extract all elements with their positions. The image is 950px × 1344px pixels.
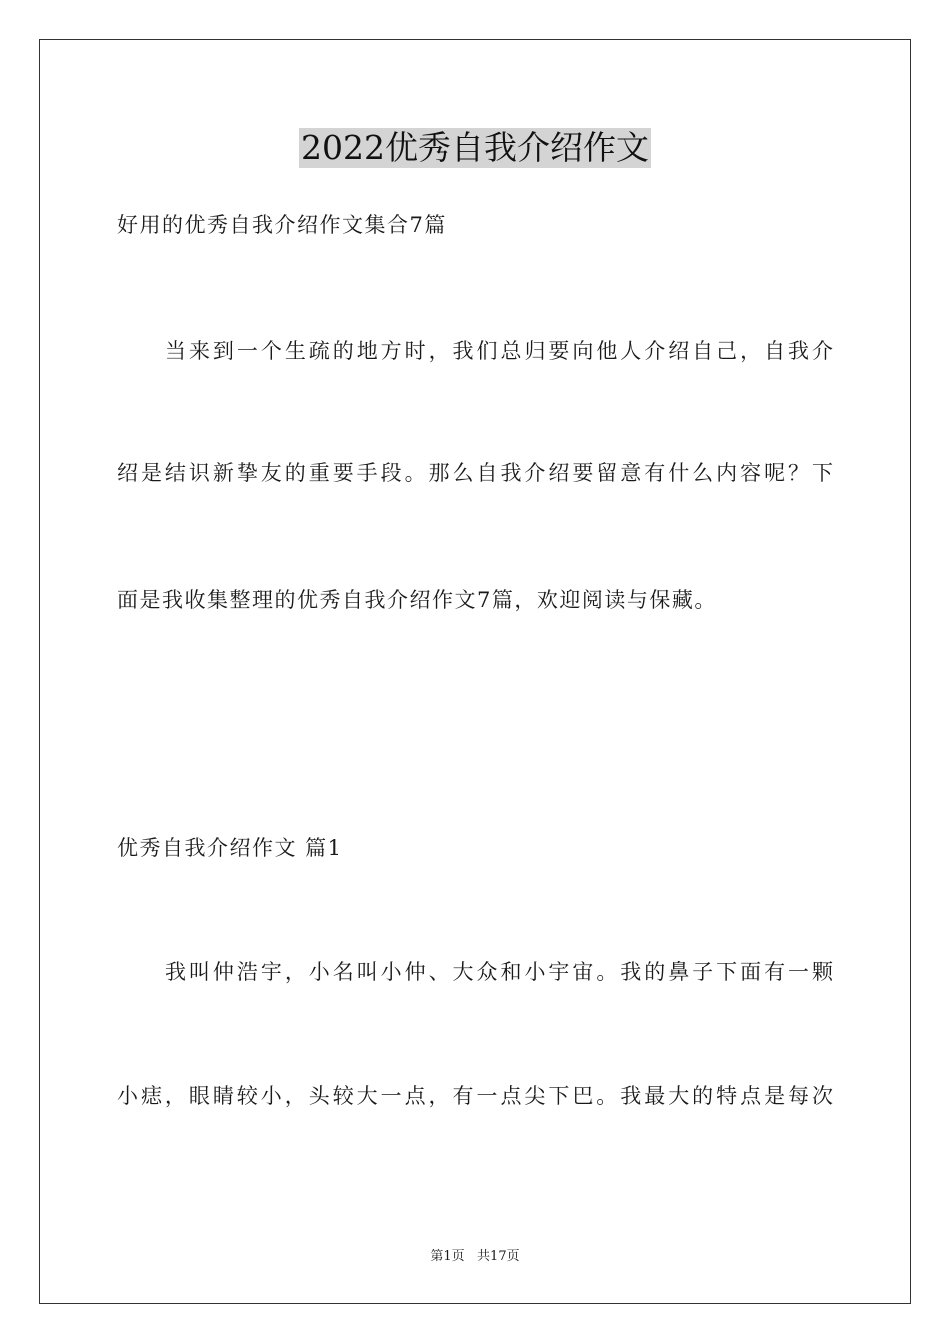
document-title: 2022优秀自我介绍作文: [301, 128, 649, 167]
title-container: [0, 128, 950, 168]
section-line-1: 我叫仲浩宇，小名叫小仲、大众和小宇宙。我的鼻子下面有一颗: [165, 960, 833, 984]
page-footer: 第1页 共17页: [430, 1249, 520, 1264]
section-line-2: 小痣，眼睛较小，头较大一点，有一点尖下巴。我最大的特点是每次: [117, 1084, 833, 1108]
section-heading: 优秀自我介绍作文 篇1: [117, 836, 343, 860]
intro-line-1: 当来到一个生疏的地方时，我们总归要向他人介绍自己，自我介: [165, 339, 833, 363]
intro-line-2: 绍是结识新挚友的重要手段。那么自我介绍要留意有什么内容呢？下: [117, 461, 833, 485]
document-subtitle: 好用的优秀自我介绍作文集合7篇: [117, 213, 447, 237]
intro-line-3: 面是我收集整理的优秀自我介绍作文7篇，欢迎阅读与保藏。: [117, 588, 717, 612]
